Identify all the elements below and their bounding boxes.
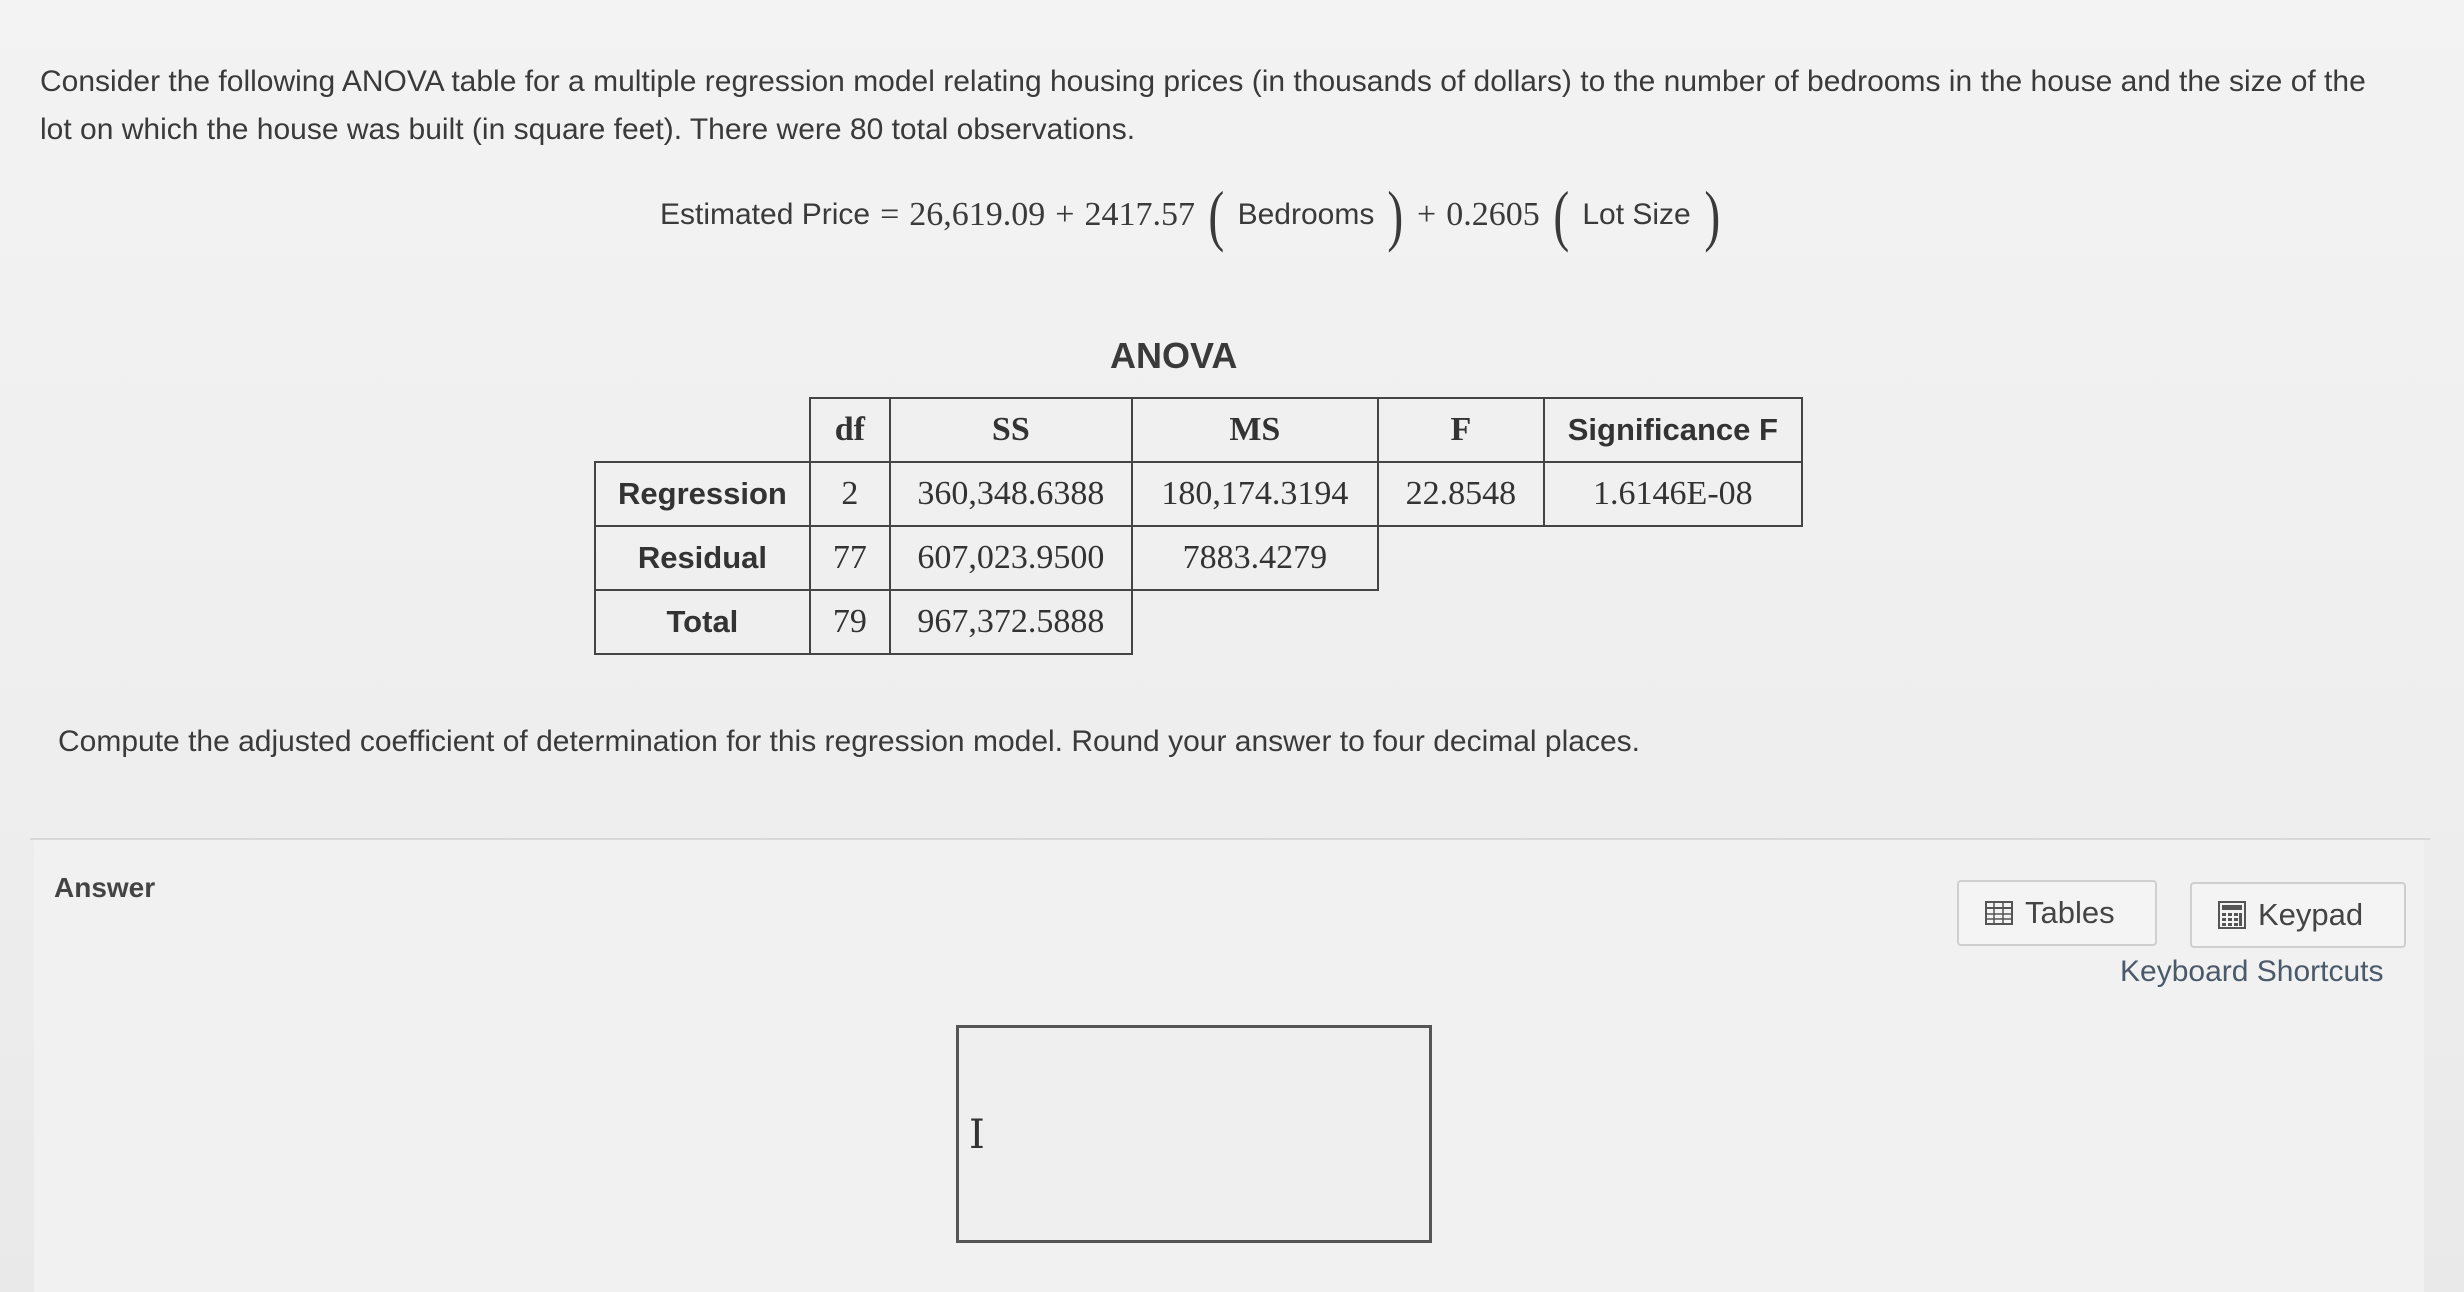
row-label-residual: Residual <box>595 526 810 590</box>
regression-equation <box>660 177 1723 253</box>
cell-ss: 607,023.9500 <box>890 526 1132 590</box>
header-df: df <box>810 398 890 462</box>
anova-table <box>594 397 1803 655</box>
cell-significance-f: 1.6146E-08 <box>1544 462 1802 526</box>
text-cursor-icon: I <box>969 1112 985 1158</box>
equation-coef-lot-size: 0.2605 <box>1446 196 1540 233</box>
cell-ss: 360,348.6388 <box>890 462 1132 526</box>
table-row <box>595 462 1802 526</box>
equation-var-bedrooms: Bedrooms <box>1237 198 1375 231</box>
cell-df: 77 <box>810 526 890 590</box>
anova-title: ANOVA <box>1110 335 1238 376</box>
row-label-total: Total <box>595 590 810 654</box>
cell-empty <box>1378 590 1544 654</box>
keyboard-shortcuts-link[interactable]: Keyboard Shortcuts <box>2120 955 2384 988</box>
question-intro: Consider the following ANOVA table for a multiple regression model relating housing prices (in thousands of dollars) to the number of bedrooms in the house and the size of the lot on which the house was built (in square feet). There were 80 total observations. <box>40 65 2366 146</box>
cell-ms: 7883.4279 <box>1132 526 1378 590</box>
cell-f: 22.8548 <box>1378 462 1544 526</box>
header-f: F <box>1378 398 1544 462</box>
equation-plus-2: + <box>1417 196 1437 233</box>
header-ss: SS <box>890 398 1132 462</box>
tables-button[interactable] <box>1957 880 2157 946</box>
tables-button-label: Tables <box>2025 895 2115 930</box>
keypad-button-label: Keypad <box>2258 897 2364 932</box>
equation-plus-1: + <box>1055 196 1075 233</box>
table-header-row <box>595 398 1802 462</box>
cell-empty <box>1378 526 1544 590</box>
cell-empty <box>1544 526 1802 590</box>
calculator-icon <box>2218 901 2246 929</box>
cell-empty <box>1544 590 1802 654</box>
close-paren-icon: ) <box>1704 177 1721 253</box>
equation-equals: = <box>880 196 900 233</box>
row-label-regression: Regression <box>595 462 810 526</box>
keypad-button[interactable] <box>2190 882 2406 948</box>
table-row <box>595 590 1802 654</box>
cell-empty <box>1132 590 1378 654</box>
cell-ms: 180,174.3194 <box>1132 462 1378 526</box>
table-row <box>595 526 1802 590</box>
header-ms: MS <box>1132 398 1378 462</box>
equation-var-lot-size: Lot Size <box>1582 198 1691 231</box>
cell-df: 2 <box>810 462 890 526</box>
equation-constant: 26,619.09 <box>909 196 1046 233</box>
close-paren-icon: ) <box>1387 177 1404 253</box>
answer-input[interactable] <box>956 1025 1432 1243</box>
cell-df: 79 <box>810 590 890 654</box>
answer-label: Answer <box>54 872 156 903</box>
open-paren-icon: ( <box>1553 177 1569 253</box>
cell-ss: 967,372.5888 <box>890 590 1132 654</box>
header-corner <box>595 398 810 462</box>
header-significance-f: Significance F <box>1544 398 1802 462</box>
table-icon <box>1985 901 2013 925</box>
equation-lhs: Estimated Price <box>660 198 871 231</box>
question-prompt: Compute the adjusted coefficient of determination for this regression model. Round your answer to four decimal places. <box>58 725 1640 758</box>
open-paren-icon: ( <box>1208 177 1225 253</box>
equation-coef-bedrooms: 2417.57 <box>1084 196 1195 233</box>
